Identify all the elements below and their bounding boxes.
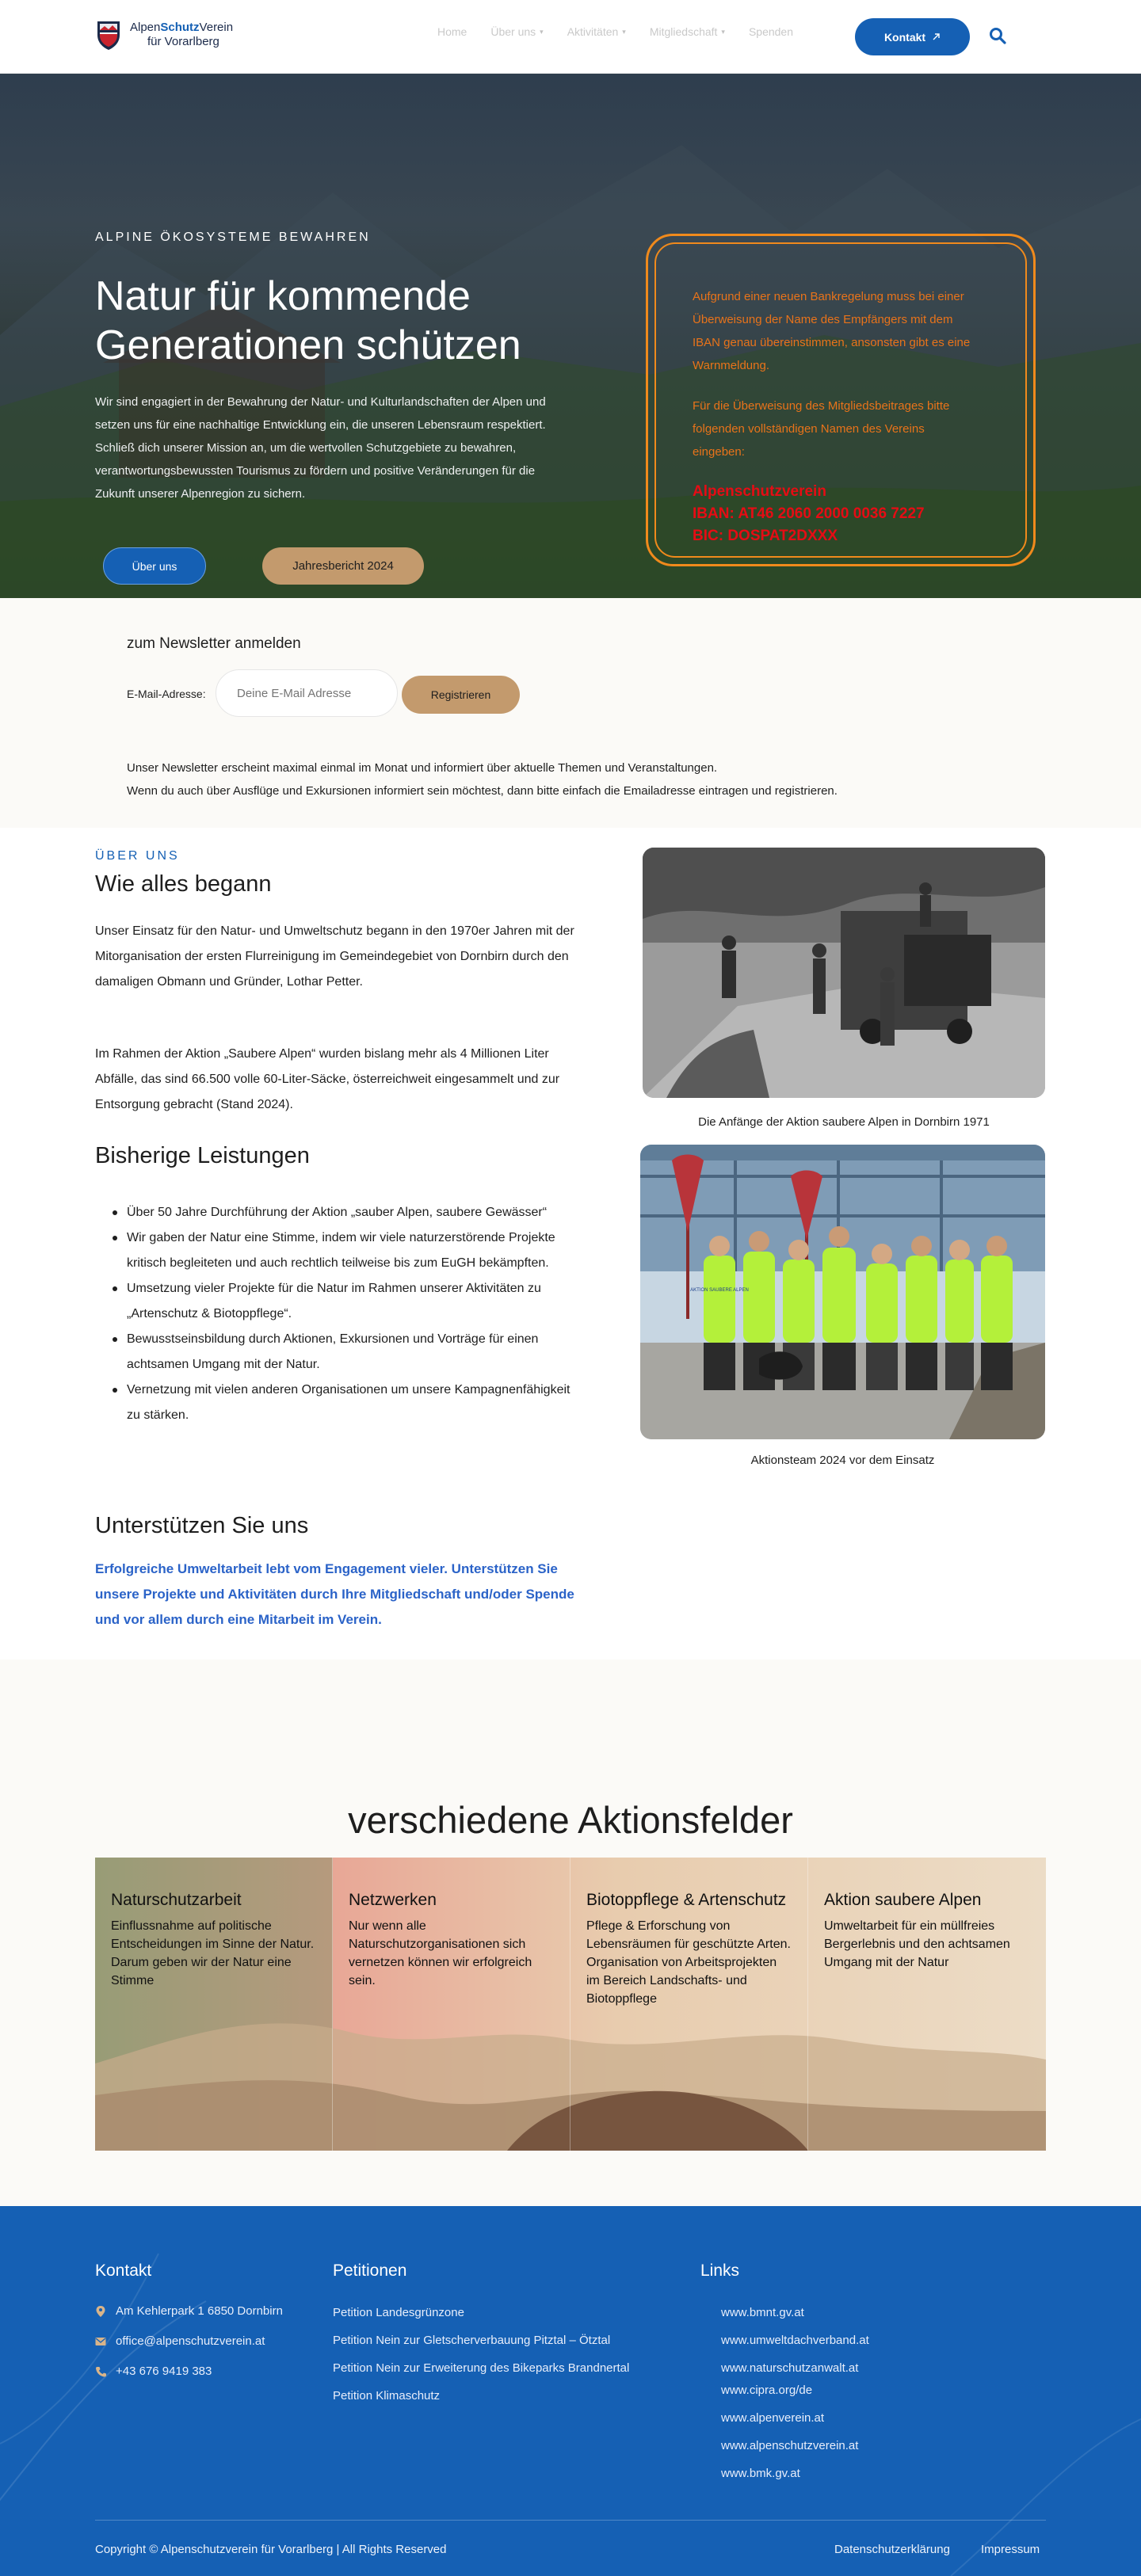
hero-kicker: ALPINE ÖKOSYSTEME BEWAHREN [95, 231, 371, 244]
newsletter-email-input[interactable] [216, 669, 398, 717]
aktion-card-netzwerken[interactable] [333, 1858, 570, 2151]
newsletter-section [0, 598, 1141, 828]
nav-label: Home [437, 25, 467, 38]
nav-item-aktivitaeten[interactable] [567, 25, 626, 38]
search-icon[interactable] [989, 27, 1006, 44]
list-item: Über 50 Jahre Durchführung der Aktion „sauber Alpen, saubere Gewässer“ [127, 1200, 586, 1225]
chevron-down-icon: ▾ [540, 27, 544, 36]
nav-label: Aktivitäten [567, 25, 619, 38]
ueber-uns-button[interactable]: Über uns [103, 547, 206, 585]
photo-team-caption: Aktionsteam 2024 vor dem Einsatz [750, 1454, 935, 1467]
kontakt-button[interactable] [855, 18, 970, 55]
photo-1971 [643, 848, 1045, 1098]
aktion-card-biotoppflege[interactable] [570, 1858, 808, 2151]
aktionsfelder-section [0, 1660, 1141, 2206]
datenschutz-link[interactable]: Datenschutzerklärung [834, 2543, 950, 2556]
aktion-card-text: Nur wenn alle Naturschutzorganisationen sich vernetzen können wir erfolgreich sein. [349, 1919, 532, 1987]
footer-divider [95, 2520, 1046, 2521]
petition-link[interactable]: Petition Landesgrünzone [333, 2306, 464, 2319]
bank-iban: IBAN: AT46 2060 2000 0036 7227 [693, 505, 925, 522]
footer-petitionen-title: Petitionen [333, 2262, 407, 2280]
petition-link[interactable]: Petition Nein zur Gletscherverbauung Pitztal – Ötztal [333, 2334, 611, 2347]
aktion-card-title: Biotoppflege & Artenschutz [586, 1891, 787, 1909]
logo-subtitle: für Vorarlberg [147, 35, 219, 48]
site-logo[interactable] [95, 19, 233, 51]
bank-notice-text-2: Für die Überweisung des Mitgliedsbeitrages bitte folgenden vollständigen Namen des Vereins eingeben: [693, 399, 950, 459]
list-item: Vernetzung mit vielen anderen Organisationen um unsere Kampagnenfähigkeit zu stärken. [127, 1378, 586, 1428]
petition-link[interactable]: Petition Nein zur Erweiterung des Bikeparks Brandnertal [333, 2361, 630, 2375]
photo-team-2024 [640, 1145, 1045, 1439]
photo-1971-caption: Die Anfänge der Aktion saubere Alpen in Dornbirn 1971 [698, 1115, 990, 1129]
footer-email[interactable] [95, 2334, 265, 2348]
bank-notice-inner [654, 242, 1027, 558]
newsletter-email-label: E-Mail-Adresse: [127, 688, 206, 700]
logo-word-verein: Verein [199, 21, 234, 34]
footer-phone-text: +43 676 9419 383 [116, 2365, 212, 2378]
about-section [0, 828, 1141, 1660]
site-footer [0, 2206, 1141, 2576]
aktionsfelder-cards [95, 1858, 1046, 2151]
logo-text [130, 21, 233, 49]
hero-text: Wir sind engagiert in der Bewahrung der Natur- und Kulturlandschaften der Alpen und setzen uns für eine nachhaltige Entwicklung ein, die unseren Lebensraum respektiert. Schließ dich unserer Mission an, um die wertvollen Schutzgebiete zu bewahren, verantwortungsbewussten Tourismus zu fördern und positive Veränderungen für die Zukunft unserer Alpenregion zu sichern. [95, 395, 546, 501]
aktion-card-saubere-alpen[interactable] [808, 1858, 1046, 2151]
aktionsfelder-title: verschiedene Aktionsfelder [348, 1799, 793, 1841]
team-photo-image [640, 1145, 1045, 1439]
external-link[interactable]: www.bmk.gv.at [721, 2467, 800, 2480]
newsletter-info [127, 756, 838, 802]
hero-section [0, 74, 1141, 598]
footer-email-text: office@alpenschutzverein.at [116, 2334, 265, 2348]
list-item: Wir gaben der Natur eine Stimme, indem wir viele naturzerstörende Projekte kritisch begleiteten und auch rechtlich teilweise bis zum EuGH bekämpften. [127, 1225, 586, 1276]
nav-label: Spenden [748, 25, 794, 38]
aktion-card-title: Netzwerken [349, 1891, 437, 1909]
aktion-card-text: Pflege & Erforschung von Lebensräumen für geschützte Arten. Organisation von Arbeitsprojekten im Bereich Landschafts- und Biotoppflege [586, 1919, 791, 2006]
nav-label: Mitgliedschaft [649, 25, 718, 38]
external-link[interactable]: www.naturschutzanwalt.at [721, 2361, 859, 2375]
external-link[interactable]: www.umweltdachverband.at [721, 2334, 869, 2347]
jahresbericht-button[interactable]: Jahresbericht 2024 [262, 547, 424, 585]
nav-item-ueber-uns[interactable] [490, 25, 543, 38]
impressum-link[interactable]: Impressum [981, 2543, 1040, 2556]
newsletter-title: zum Newsletter anmelden [127, 635, 301, 652]
petition-link[interactable]: Petition Klimaschutz [333, 2389, 441, 2403]
logo-word-schutz: Schutz [160, 21, 200, 34]
about-paragraph-1: Unser Einsatz für den Natur- und Umweltschutz begann in den 1970er Jahren mit der Mitorganisation der ersten Flurreinigung im Gemeindegebiet von Dornbirn durch den damaligen Obmann und Gründer, Lothar Petter. [95, 924, 574, 989]
aktion-card-naturschutz[interactable] [95, 1858, 333, 2151]
newsletter-info-line-2: Wenn du auch über Ausflüge und Exkursionen informiert sein möchtest, dann bitte einfach die Emailadresse eintragen und registrieren. [127, 784, 838, 798]
phone-icon [95, 2365, 106, 2378]
bank-notice-text-1: Aufgrund einer neuen Bankregelung muss bei einer Überweisung der Name des Empfängers mit dem IBAN genau übereinstimmen, ansonsten gibt es eine Warnmeldung. [693, 290, 971, 372]
main-nav [437, 25, 793, 38]
external-link[interactable]: www.cipra.org/de [721, 2384, 813, 2397]
location-pin-icon [95, 2305, 106, 2318]
list-item: Bewusstseinsbildung durch Aktionen, Exkursionen und Vorträge für einen achtsamen Umgang mit der Natur. [127, 1327, 586, 1378]
aktion-card-title: Aktion saubere Alpen [824, 1891, 982, 1909]
about-kicker: ÜBER UNS [95, 849, 180, 863]
logo-shield-icon [95, 19, 122, 51]
support-title: Unterstützen Sie uns [95, 1513, 309, 1538]
newsletter-info-line-1: Unser Newsletter erscheint maximal einmal im Monat und informiert über aktuelle Themen und Veranstaltungen. [127, 761, 718, 775]
bank-bic: BIC: DOSPAT2DXXX [693, 528, 838, 544]
external-link[interactable]: www.bmnt.gv.at [721, 2306, 804, 2319]
footer-address-text: Am Kehlerpark 1 6850 Dornbirn [116, 2304, 283, 2318]
hero-title: Natur für kommende Generationen schützen [95, 273, 521, 368]
kontakt-label: Kontakt [883, 30, 926, 44]
bank-notice-box [646, 234, 1036, 566]
nav-label: Über uns [490, 25, 536, 38]
historic-photo-image [643, 848, 1045, 1098]
footer-kontakt-title: Kontakt [95, 2262, 152, 2280]
mail-icon [95, 2335, 106, 2348]
aktion-card-title: Naturschutzarbeit [111, 1891, 242, 1909]
arrow-up-right-icon [932, 32, 941, 41]
logo-word-alpen: Alpen [130, 21, 161, 34]
chevron-down-icon: ▾ [721, 27, 725, 36]
footer-phone[interactable] [95, 2365, 212, 2378]
list-item: Umsetzung vieler Projekte für die Natur im Rahmen unserer Aktivitäten zu „Artenschutz & Biotoppflege“. [127, 1276, 586, 1327]
external-link[interactable]: www.alpenschutzverein.at [721, 2439, 859, 2452]
about-paragraph-2: Im Rahmen der Aktion „Saubere Alpen“ wurden bislang mehr als 4 Millionen Liter Abfälle, das sind 66.500 volle 60-Liter-Säcke, österreichweit eingesammelt und zur Entsorgung gebracht (Stand 2024). [95, 1047, 560, 1111]
bank-recipient-name: Alpenschutzverein [693, 483, 826, 500]
about-title: Wie alles begann [95, 871, 272, 897]
chevron-down-icon: ▾ [622, 27, 626, 36]
site-header [0, 0, 1141, 74]
aktion-card-text: Einflussnahme auf politische Entscheidungen im Sinne der Natur. Darum geben wir der Natur eine Stimme [111, 1919, 315, 1987]
nav-item-spenden[interactable] [749, 25, 793, 38]
external-link[interactable]: www.alpenverein.at [721, 2411, 825, 2425]
footer-links-title: Links [700, 2262, 740, 2280]
leistungen-title: Bisherige Leistungen [95, 1143, 310, 1168]
nav-item-home[interactable] [437, 25, 467, 38]
leistungen-list [127, 1200, 586, 1428]
newsletter-register-button[interactable]: Registrieren [402, 676, 520, 714]
aktion-card-text: Umweltarbeit für ein müllfreies Bergerlebnis und den achtsamen Umgang mit der Natur [824, 1919, 1010, 1969]
vest-print-text: AKTION SAUBERE ALPEN [690, 1288, 749, 1293]
nav-item-mitgliedschaft[interactable] [650, 25, 725, 38]
footer-copyright: Copyright © Alpenschutzverein für Vorarlberg | All Rights Reserved [95, 2543, 447, 2556]
footer-address [95, 2304, 283, 2318]
support-text: Erfolgreiche Umweltarbeit lebt vom Engagement vieler. Unterstützen Sie unsere Projekte und Aktivitäten durch Ihre Mitgliedschaft und/oder Spende und vor allem durch eine Mitarbeit im Verein. [95, 1561, 574, 1627]
